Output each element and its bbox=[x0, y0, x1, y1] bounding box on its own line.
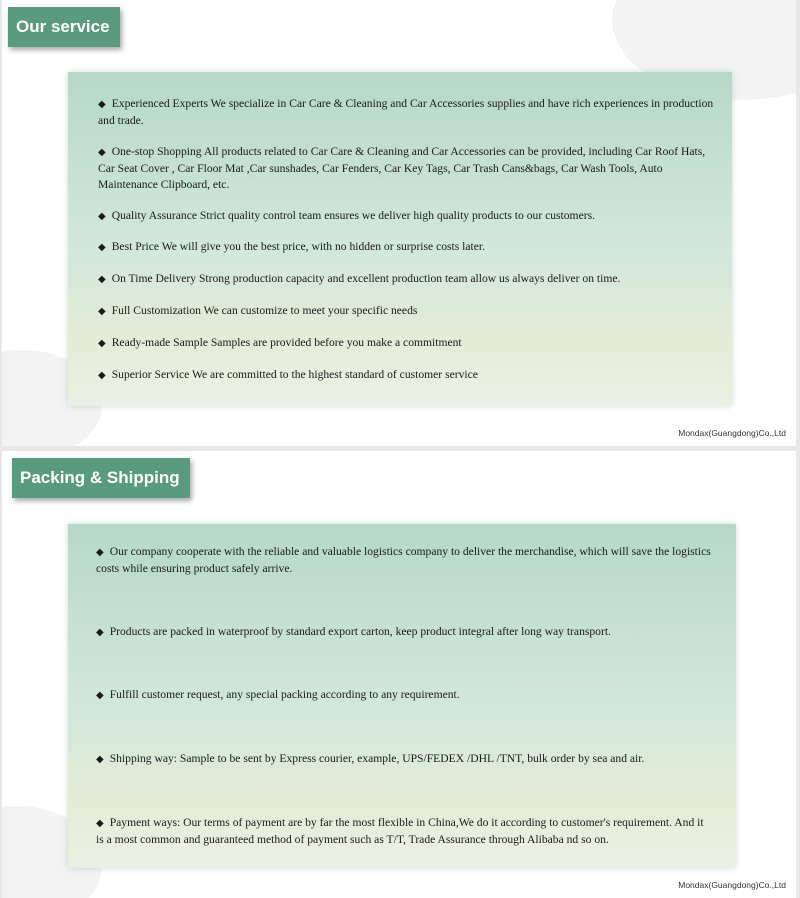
diamond-icon: ◆ bbox=[96, 818, 104, 829]
list-item bbox=[98, 144, 718, 193]
list-item-text: Fulfill customer request, any special packing according to any requirement. bbox=[109, 688, 460, 701]
list-item-text: Superior Service We are committed to the highest standard of customer service bbox=[111, 368, 478, 381]
diamond-icon: ◆ bbox=[98, 370, 106, 381]
list-item-text: Shipping way: Sample to be sent by Express courier, example, UPS/FEDEX /DHL /TNT, bulk order by sea and air. bbox=[109, 752, 645, 765]
list-item bbox=[98, 239, 485, 256]
diamond-icon: ◆ bbox=[98, 242, 106, 253]
diamond-icon: ◆ bbox=[96, 690, 104, 701]
list-item-text: Payment ways: Our terms of payment are by far the most flexible in China,We do it according to customer's requirement. And it is a most common and guaranteed method of payment such as T/T, Trade Assurance through Alibaba nd so on. bbox=[96, 816, 704, 846]
company-footer: Mondax(Guangdong)Co.,Ltd bbox=[678, 428, 786, 438]
list-item bbox=[98, 303, 417, 320]
list-item bbox=[96, 624, 611, 641]
section-title: Packing & Shipping bbox=[12, 458, 190, 498]
list-item-text: Products are packed in waterproof by standard export carton, keep product integral after long way transport. bbox=[109, 625, 611, 638]
list-item bbox=[98, 271, 620, 288]
list-item-text: On Time Delivery Strong production capacity and excellent production team allow us always deliver on time. bbox=[111, 272, 621, 285]
diamond-icon: ◆ bbox=[98, 147, 106, 158]
list-item bbox=[96, 751, 644, 768]
list-item-text: Best Price We will give you the best price, with no hidden or surprise costs later. bbox=[111, 240, 486, 253]
diamond-icon: ◆ bbox=[96, 547, 104, 558]
diamond-icon: ◆ bbox=[96, 627, 104, 638]
service-panel bbox=[68, 72, 732, 406]
list-item-text: Ready-made Sample Samples are provided before you make a commitment bbox=[111, 336, 462, 349]
packing-shipping-slide bbox=[2, 451, 796, 898]
list-item-text: Quality Assurance Strict quality control team ensures we deliver high quality products to our customers. bbox=[111, 209, 595, 222]
list-item bbox=[98, 208, 595, 225]
list-item bbox=[98, 367, 478, 384]
diamond-icon: ◆ bbox=[96, 754, 104, 765]
list-item bbox=[98, 335, 462, 352]
section-title: Our service bbox=[8, 7, 120, 47]
diamond-icon: ◆ bbox=[98, 306, 106, 317]
list-item bbox=[96, 687, 460, 704]
company-footer: Mondax(Guangdong)Co.,Ltd bbox=[678, 880, 786, 890]
diamond-icon: ◆ bbox=[98, 211, 106, 222]
list-item bbox=[96, 815, 712, 848]
list-item bbox=[98, 96, 718, 129]
list-item-text: Experienced Experts We specialize in Car Care & Cleaning and Car Accessories supplies and have rich experiences in production and trade. bbox=[98, 97, 714, 127]
list-item-text: Full Customization We can customize to meet your specific needs bbox=[111, 304, 418, 317]
list-item bbox=[96, 544, 712, 577]
list-item-text: One-stop Shopping All products related to Car Care & Cleaning and Car Accessories can be provided, including Car Roof Hats, Car Seat Cover , Car Floor Mat ,Car sunshades, Car Fenders, Car Key Tags, Car Trash Cans&bags, Car Wash Tools, Auto Maintenance Clipboard, etc. bbox=[98, 145, 706, 191]
diamond-icon: ◆ bbox=[98, 274, 106, 285]
diamond-icon: ◆ bbox=[98, 338, 106, 349]
list-item-text: Our company cooperate with the reliable and valuable logistics company to deliver the merchandise, which will save the logistics costs while ensuring product safely arrive. bbox=[96, 545, 711, 575]
diamond-icon: ◆ bbox=[98, 99, 106, 110]
packing-panel bbox=[68, 524, 736, 868]
our-service-slide bbox=[2, 0, 796, 446]
